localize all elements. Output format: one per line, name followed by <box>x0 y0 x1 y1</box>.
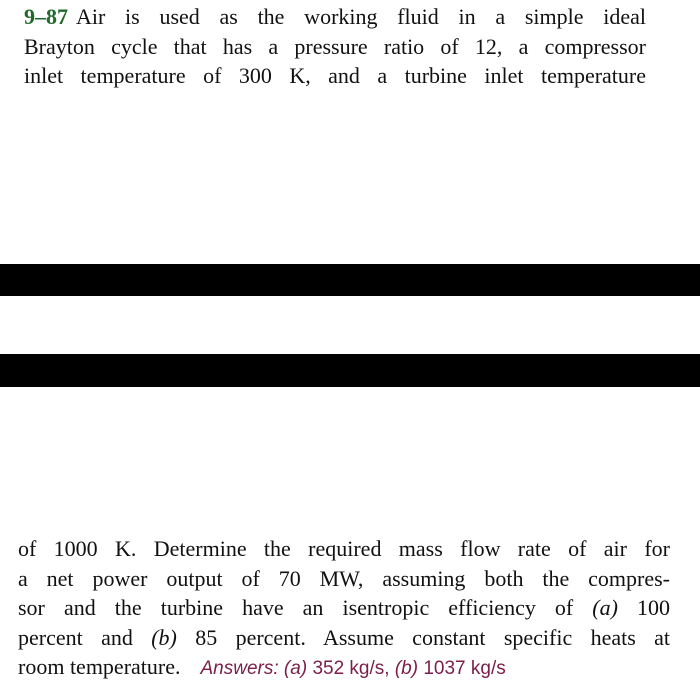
problem-statement-top <box>24 2 646 91</box>
text-line-content: room temperature. <box>18 654 181 679</box>
text-line <box>18 623 670 653</box>
text-line-content: sor and the turbine have an isentropic efficiency of <box>18 595 574 620</box>
text-line: inlet temperature of 300 K, and a turbine inlet temperature <box>24 63 646 88</box>
redaction-bar <box>0 264 700 296</box>
answers <box>201 658 506 679</box>
text-line-content: 85 percent. Assume constant specific heats at <box>195 624 671 650</box>
text-line <box>18 593 670 623</box>
text-line: a net power output of 70 MW, assuming both the compres- <box>18 565 670 591</box>
answer-a-label: (a) <box>283 658 308 679</box>
answer-a-value: 352 kg/s, <box>312 658 390 679</box>
redaction-bar <box>0 354 700 387</box>
part-a-value: 100 <box>637 595 671 620</box>
text-line-content: Air is used as the working fluid in a simple ideal <box>76 4 646 29</box>
text-line <box>18 652 670 684</box>
text-line: Brayton cycle that has a pressure ratio of 12, a compressor <box>24 33 646 59</box>
part-a-label: (a) <box>592 595 618 620</box>
problem-statement-bottom <box>18 534 670 684</box>
text-line-content: percent and <box>18 624 133 650</box>
problem-number: 9–87 <box>24 4 68 29</box>
answers-label: Answers: <box>200 658 279 679</box>
part-b-label: (b) <box>151 624 177 650</box>
answer-b-label: (b) <box>394 658 419 679</box>
text-line <box>24 2 646 32</box>
answer-b-value: 1037 kg/s <box>423 658 506 679</box>
text-line: of 1000 K. Determine the required mass flow rate of air for <box>18 536 670 561</box>
